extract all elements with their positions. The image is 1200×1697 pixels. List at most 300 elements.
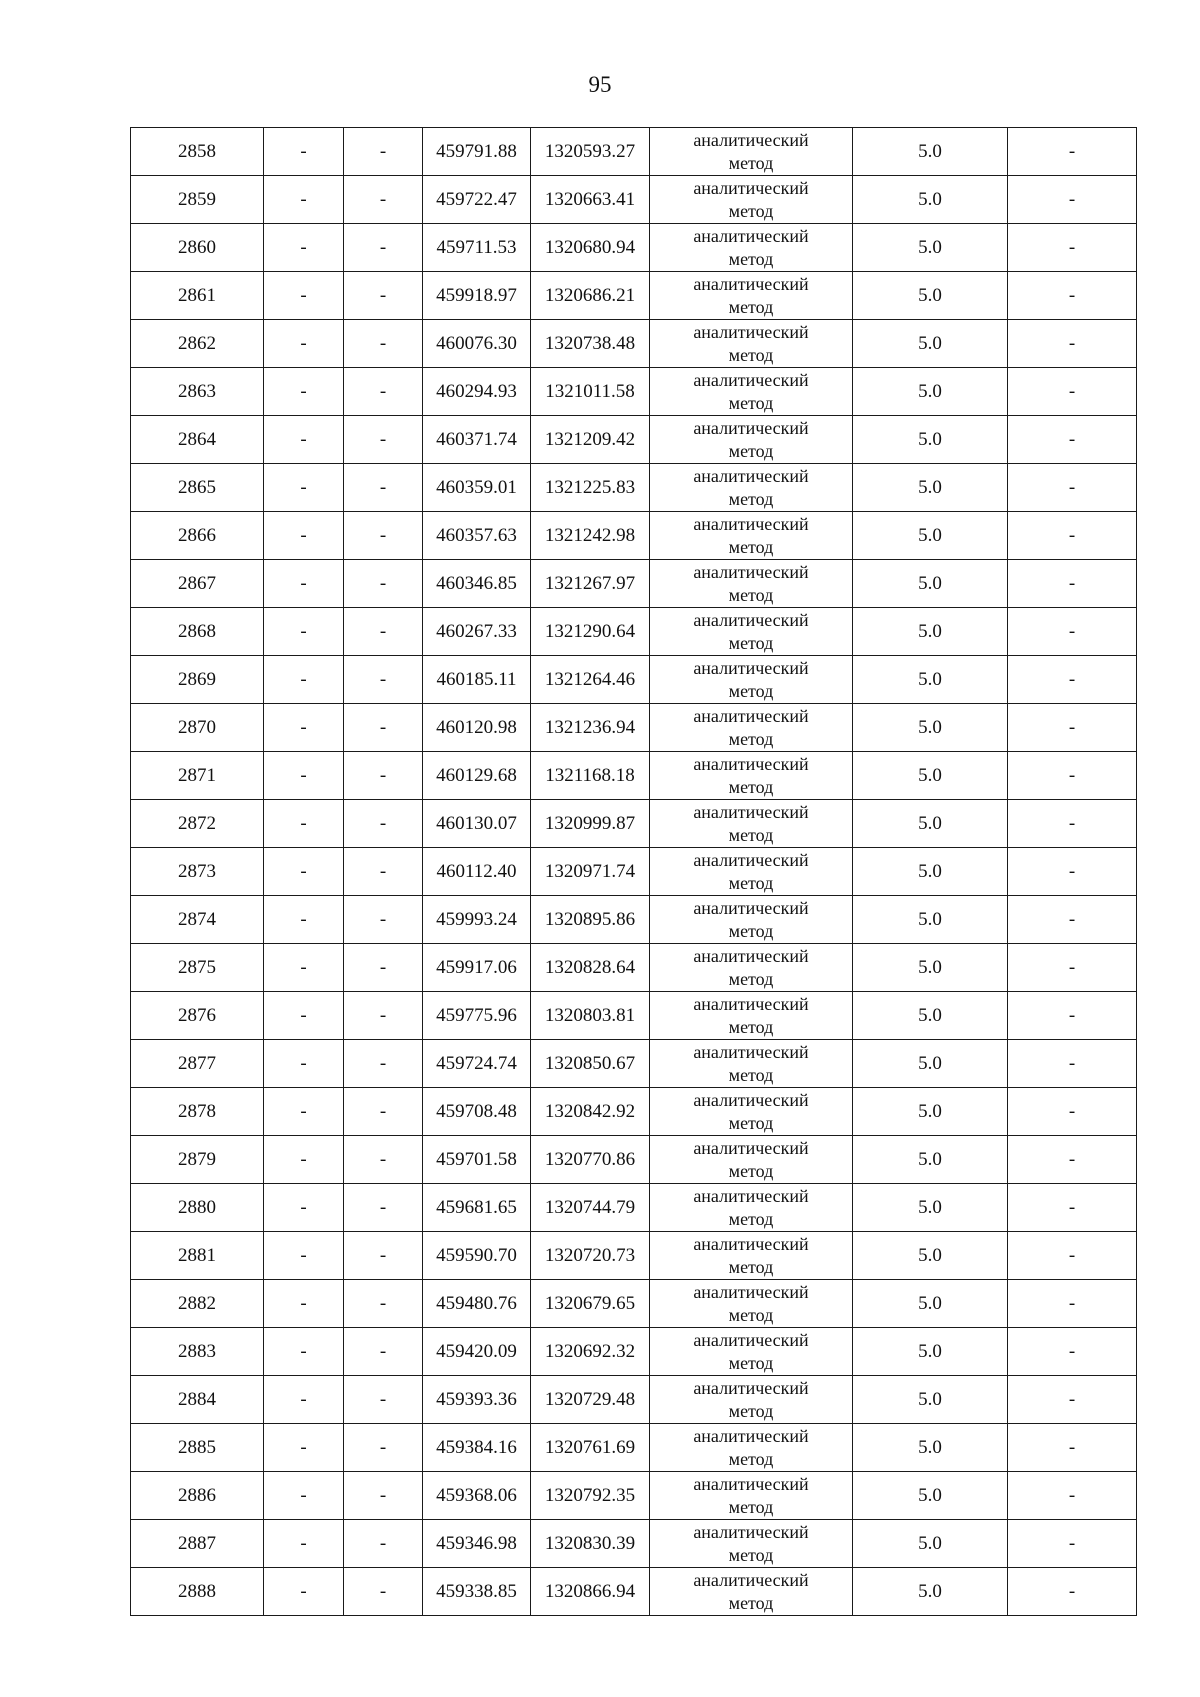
y-coordinate-cell: 1320744.79 <box>531 1184 650 1232</box>
empty-cell: - <box>344 1376 423 1424</box>
empty-cell: - <box>344 272 423 320</box>
x-coordinate-cell: 459384.16 <box>423 1424 531 1472</box>
table-body <box>131 128 1137 1616</box>
method-line-1: аналитический <box>693 417 809 438</box>
empty-cell: - <box>344 1040 423 1088</box>
method-line-1: аналитический <box>693 273 809 294</box>
empty-cell: - <box>1008 1040 1137 1088</box>
y-coordinate-cell: 1320850.67 <box>531 1040 650 1088</box>
method-cell <box>650 848 853 896</box>
empty-cell: - <box>1008 1280 1137 1328</box>
table-row <box>131 320 1137 368</box>
x-coordinate-cell: 459480.76 <box>423 1280 531 1328</box>
accuracy-cell: 5.0 <box>853 848 1008 896</box>
empty-cell: - <box>1008 1088 1137 1136</box>
accuracy-cell: 5.0 <box>853 800 1008 848</box>
empty-cell: - <box>344 656 423 704</box>
empty-cell: - <box>1008 800 1137 848</box>
y-coordinate-cell: 1321011.58 <box>531 368 650 416</box>
method-line-2: метод <box>728 200 774 221</box>
y-coordinate-cell: 1320830.39 <box>531 1520 650 1568</box>
empty-cell: - <box>1008 416 1137 464</box>
point-number-cell: 2868 <box>131 608 264 656</box>
method-line-2: метод <box>728 1112 774 1133</box>
accuracy-cell: 5.0 <box>853 656 1008 704</box>
point-number-cell: 2862 <box>131 320 264 368</box>
method-line-2: метод <box>728 584 774 605</box>
method-cell <box>650 752 853 800</box>
method-cell <box>650 224 853 272</box>
empty-cell: - <box>1008 896 1137 944</box>
accuracy-cell: 5.0 <box>853 368 1008 416</box>
method-cell <box>650 608 853 656</box>
accuracy-cell: 5.0 <box>853 1376 1008 1424</box>
point-number-cell: 2874 <box>131 896 264 944</box>
empty-cell: - <box>264 800 344 848</box>
empty-cell: - <box>1008 656 1137 704</box>
x-coordinate-cell: 460371.74 <box>423 416 531 464</box>
empty-cell: - <box>264 1088 344 1136</box>
accuracy-cell: 5.0 <box>853 1088 1008 1136</box>
method-cell <box>650 704 853 752</box>
table-row <box>131 848 1137 896</box>
accuracy-cell: 5.0 <box>853 320 1008 368</box>
empty-cell: - <box>264 1568 344 1616</box>
method-cell <box>650 800 853 848</box>
method-line-1: аналитический <box>693 849 809 870</box>
method-line-2: метод <box>728 1160 774 1181</box>
table-row <box>131 1040 1137 1088</box>
method-cell <box>650 464 853 512</box>
method-line-2: метод <box>728 344 774 365</box>
method-line-1: аналитический <box>693 993 809 1014</box>
accuracy-cell: 5.0 <box>853 1040 1008 1088</box>
method-line-1: аналитический <box>693 753 809 774</box>
empty-cell: - <box>264 848 344 896</box>
empty-cell: - <box>1008 512 1137 560</box>
empty-cell: - <box>344 512 423 560</box>
empty-cell: - <box>344 224 423 272</box>
method-line-2: метод <box>728 1352 774 1373</box>
method-line-2: метод <box>728 152 774 173</box>
empty-cell: - <box>344 176 423 224</box>
accuracy-cell: 5.0 <box>853 272 1008 320</box>
x-coordinate-cell: 459724.74 <box>423 1040 531 1088</box>
y-coordinate-cell: 1320895.86 <box>531 896 650 944</box>
point-number-cell: 2882 <box>131 1280 264 1328</box>
accuracy-cell: 5.0 <box>853 224 1008 272</box>
accuracy-cell: 5.0 <box>853 944 1008 992</box>
y-coordinate-cell: 1320593.27 <box>531 128 650 176</box>
table-row <box>131 512 1137 560</box>
x-coordinate-cell: 460185.11 <box>423 656 531 704</box>
x-coordinate-cell: 459681.65 <box>423 1184 531 1232</box>
accuracy-cell: 5.0 <box>853 128 1008 176</box>
accuracy-cell: 5.0 <box>853 464 1008 512</box>
empty-cell: - <box>264 1232 344 1280</box>
point-number-cell: 2873 <box>131 848 264 896</box>
method-line-2: метод <box>728 776 774 797</box>
empty-cell: - <box>344 464 423 512</box>
empty-cell: - <box>344 416 423 464</box>
empty-cell: - <box>264 128 344 176</box>
point-number-cell: 2878 <box>131 1088 264 1136</box>
point-number-cell: 2866 <box>131 512 264 560</box>
method-line-2: метод <box>728 728 774 749</box>
method-line-1: аналитический <box>693 321 809 342</box>
x-coordinate-cell: 459338.85 <box>423 1568 531 1616</box>
point-number-cell: 2863 <box>131 368 264 416</box>
method-line-2: метод <box>728 248 774 269</box>
method-cell <box>650 1376 853 1424</box>
x-coordinate-cell: 459917.06 <box>423 944 531 992</box>
x-coordinate-cell: 459590.70 <box>423 1232 531 1280</box>
method-cell <box>650 272 853 320</box>
empty-cell: - <box>344 992 423 1040</box>
table-row <box>131 1328 1137 1376</box>
empty-cell: - <box>1008 128 1137 176</box>
method-line-2: метод <box>728 1208 774 1229</box>
point-number-cell: 2877 <box>131 1040 264 1088</box>
accuracy-cell: 5.0 <box>853 1424 1008 1472</box>
point-number-cell: 2872 <box>131 800 264 848</box>
empty-cell: - <box>344 752 423 800</box>
method-cell <box>650 176 853 224</box>
empty-cell: - <box>344 1136 423 1184</box>
method-cell <box>650 320 853 368</box>
accuracy-cell: 5.0 <box>853 560 1008 608</box>
empty-cell: - <box>264 896 344 944</box>
method-cell <box>650 1232 853 1280</box>
accuracy-cell: 5.0 <box>853 1184 1008 1232</box>
table-row <box>131 1568 1137 1616</box>
accuracy-cell: 5.0 <box>853 1136 1008 1184</box>
empty-cell: - <box>344 704 423 752</box>
accuracy-cell: 5.0 <box>853 416 1008 464</box>
method-line-2: метод <box>728 632 774 653</box>
accuracy-cell: 5.0 <box>853 992 1008 1040</box>
table-row <box>131 944 1137 992</box>
point-number-cell: 2859 <box>131 176 264 224</box>
empty-cell: - <box>1008 464 1137 512</box>
y-coordinate-cell: 1320680.94 <box>531 224 650 272</box>
accuracy-cell: 5.0 <box>853 608 1008 656</box>
empty-cell: - <box>264 176 344 224</box>
method-line-2: метод <box>728 1256 774 1277</box>
empty-cell: - <box>1008 320 1137 368</box>
method-cell <box>650 944 853 992</box>
empty-cell: - <box>264 416 344 464</box>
x-coordinate-cell: 460359.01 <box>423 464 531 512</box>
empty-cell: - <box>264 560 344 608</box>
empty-cell: - <box>344 1328 423 1376</box>
empty-cell: - <box>264 1280 344 1328</box>
y-coordinate-cell: 1320828.64 <box>531 944 650 992</box>
x-coordinate-cell: 459708.48 <box>423 1088 531 1136</box>
empty-cell: - <box>344 800 423 848</box>
empty-cell: - <box>344 368 423 416</box>
method-line-1: аналитический <box>693 1329 809 1350</box>
y-coordinate-cell: 1320663.41 <box>531 176 650 224</box>
method-line-1: аналитический <box>693 705 809 726</box>
empty-cell: - <box>1008 1328 1137 1376</box>
y-coordinate-cell: 1320761.69 <box>531 1424 650 1472</box>
empty-cell: - <box>344 944 423 992</box>
method-cell <box>650 656 853 704</box>
method-line-1: аналитический <box>693 657 809 678</box>
table-row <box>131 752 1137 800</box>
x-coordinate-cell: 460346.85 <box>423 560 531 608</box>
accuracy-cell: 5.0 <box>853 1568 1008 1616</box>
table-row <box>131 1472 1137 1520</box>
point-number-cell: 2870 <box>131 704 264 752</box>
method-line-1: аналитический <box>693 1185 809 1206</box>
empty-cell: - <box>344 896 423 944</box>
empty-cell: - <box>1008 1568 1137 1616</box>
accuracy-cell: 5.0 <box>853 1520 1008 1568</box>
empty-cell: - <box>264 512 344 560</box>
method-line-1: аналитический <box>693 369 809 390</box>
accuracy-cell: 5.0 <box>853 1280 1008 1328</box>
empty-cell: - <box>344 848 423 896</box>
empty-cell: - <box>264 944 344 992</box>
method-line-2: метод <box>728 392 774 413</box>
point-number-cell: 2867 <box>131 560 264 608</box>
y-coordinate-cell: 1320770.86 <box>531 1136 650 1184</box>
method-line-1: аналитический <box>693 513 809 534</box>
y-coordinate-cell: 1321264.46 <box>531 656 650 704</box>
point-number-cell: 2871 <box>131 752 264 800</box>
method-line-1: аналитический <box>693 561 809 582</box>
method-line-1: аналитический <box>693 129 809 150</box>
empty-cell: - <box>344 1232 423 1280</box>
empty-cell: - <box>264 1472 344 1520</box>
table-row <box>131 560 1137 608</box>
empty-cell: - <box>344 1088 423 1136</box>
empty-cell: - <box>1008 608 1137 656</box>
method-cell <box>650 1328 853 1376</box>
method-cell <box>650 1136 853 1184</box>
table-row <box>131 656 1137 704</box>
method-cell <box>650 560 853 608</box>
method-line-1: аналитический <box>693 1041 809 1062</box>
x-coordinate-cell: 460120.98 <box>423 704 531 752</box>
empty-cell: - <box>344 1472 423 1520</box>
empty-cell: - <box>1008 992 1137 1040</box>
point-number-cell: 2887 <box>131 1520 264 1568</box>
point-number-cell: 2888 <box>131 1568 264 1616</box>
x-coordinate-cell: 459701.58 <box>423 1136 531 1184</box>
empty-cell: - <box>1008 1136 1137 1184</box>
empty-cell: - <box>1008 1424 1137 1472</box>
point-number-cell: 2885 <box>131 1424 264 1472</box>
empty-cell: - <box>264 1520 344 1568</box>
x-coordinate-cell: 459775.96 <box>423 992 531 1040</box>
point-number-cell: 2876 <box>131 992 264 1040</box>
empty-cell: - <box>1008 1184 1137 1232</box>
table-row <box>131 1088 1137 1136</box>
point-number-cell: 2858 <box>131 128 264 176</box>
method-cell <box>650 1568 853 1616</box>
empty-cell: - <box>1008 944 1137 992</box>
empty-cell: - <box>1008 752 1137 800</box>
point-number-cell: 2883 <box>131 1328 264 1376</box>
y-coordinate-cell: 1321168.18 <box>531 752 650 800</box>
point-number-cell: 2886 <box>131 1472 264 1520</box>
method-line-2: метод <box>728 1064 774 1085</box>
method-line-1: аналитический <box>693 1281 809 1302</box>
x-coordinate-cell: 459918.97 <box>423 272 531 320</box>
table-row <box>131 800 1137 848</box>
empty-cell: - <box>1008 224 1137 272</box>
method-line-2: метод <box>728 1496 774 1517</box>
x-coordinate-cell: 460076.30 <box>423 320 531 368</box>
method-line-2: метод <box>728 488 774 509</box>
x-coordinate-cell: 460129.68 <box>423 752 531 800</box>
x-coordinate-cell: 459791.88 <box>423 128 531 176</box>
point-number-cell: 2884 <box>131 1376 264 1424</box>
empty-cell: - <box>344 1280 423 1328</box>
empty-cell: - <box>264 1184 344 1232</box>
table-row <box>131 368 1137 416</box>
x-coordinate-cell: 459346.98 <box>423 1520 531 1568</box>
method-line-2: метод <box>728 920 774 941</box>
empty-cell: - <box>344 1424 423 1472</box>
method-line-1: аналитический <box>693 1425 809 1446</box>
empty-cell: - <box>264 704 344 752</box>
accuracy-cell: 5.0 <box>853 512 1008 560</box>
method-line-2: метод <box>728 536 774 557</box>
x-coordinate-cell: 459711.53 <box>423 224 531 272</box>
table-row <box>131 272 1137 320</box>
method-cell <box>650 1184 853 1232</box>
table-row <box>131 224 1137 272</box>
method-line-2: метод <box>728 1448 774 1469</box>
empty-cell: - <box>264 1040 344 1088</box>
empty-cell: - <box>1008 176 1137 224</box>
method-line-2: метод <box>728 1400 774 1421</box>
method-line-1: аналитический <box>693 801 809 822</box>
method-cell <box>650 1520 853 1568</box>
x-coordinate-cell: 459722.47 <box>423 176 531 224</box>
method-cell <box>650 128 853 176</box>
empty-cell: - <box>1008 1376 1137 1424</box>
y-coordinate-cell: 1321267.97 <box>531 560 650 608</box>
y-coordinate-cell: 1320792.35 <box>531 1472 650 1520</box>
method-line-2: метод <box>728 968 774 989</box>
empty-cell: - <box>264 464 344 512</box>
method-line-1: аналитический <box>693 465 809 486</box>
table-row <box>131 1520 1137 1568</box>
empty-cell: - <box>1008 1520 1137 1568</box>
method-cell <box>650 1280 853 1328</box>
table-row <box>131 704 1137 752</box>
empty-cell: - <box>264 752 344 800</box>
point-number-cell: 2864 <box>131 416 264 464</box>
coordinates-table <box>130 127 1137 1616</box>
method-line-2: метод <box>728 1544 774 1565</box>
table-row <box>131 608 1137 656</box>
method-line-2: метод <box>728 680 774 701</box>
y-coordinate-cell: 1321225.83 <box>531 464 650 512</box>
empty-cell: - <box>344 320 423 368</box>
method-cell <box>650 992 853 1040</box>
table-row <box>131 176 1137 224</box>
method-cell <box>650 1088 853 1136</box>
method-line-1: аналитический <box>693 177 809 198</box>
accuracy-cell: 5.0 <box>853 1472 1008 1520</box>
empty-cell: - <box>264 272 344 320</box>
method-line-2: метод <box>728 440 774 461</box>
method-cell <box>650 896 853 944</box>
method-cell <box>650 1472 853 1520</box>
empty-cell: - <box>264 1376 344 1424</box>
point-number-cell: 2869 <box>131 656 264 704</box>
point-number-cell: 2860 <box>131 224 264 272</box>
empty-cell: - <box>1008 848 1137 896</box>
y-coordinate-cell: 1320803.81 <box>531 992 650 1040</box>
x-coordinate-cell: 460130.07 <box>423 800 531 848</box>
method-line-1: аналитический <box>693 1569 809 1590</box>
point-number-cell: 2865 <box>131 464 264 512</box>
accuracy-cell: 5.0 <box>853 1232 1008 1280</box>
x-coordinate-cell: 459368.06 <box>423 1472 531 1520</box>
y-coordinate-cell: 1320729.48 <box>531 1376 650 1424</box>
method-line-2: метод <box>728 824 774 845</box>
accuracy-cell: 5.0 <box>853 704 1008 752</box>
x-coordinate-cell: 460267.33 <box>423 608 531 656</box>
point-number-cell: 2881 <box>131 1232 264 1280</box>
method-line-1: аналитический <box>693 1473 809 1494</box>
y-coordinate-cell: 1320842.92 <box>531 1088 650 1136</box>
table-row <box>131 896 1137 944</box>
empty-cell: - <box>344 1568 423 1616</box>
empty-cell: - <box>344 560 423 608</box>
method-cell <box>650 1040 853 1088</box>
method-line-1: аналитический <box>693 897 809 918</box>
method-line-1: аналитический <box>693 609 809 630</box>
table-row <box>131 1232 1137 1280</box>
empty-cell: - <box>264 992 344 1040</box>
method-line-2: метод <box>728 1304 774 1325</box>
empty-cell: - <box>344 608 423 656</box>
x-coordinate-cell: 459993.24 <box>423 896 531 944</box>
empty-cell: - <box>1008 1232 1137 1280</box>
empty-cell: - <box>344 1520 423 1568</box>
accuracy-cell: 5.0 <box>853 176 1008 224</box>
point-number-cell: 2861 <box>131 272 264 320</box>
x-coordinate-cell: 460357.63 <box>423 512 531 560</box>
empty-cell: - <box>344 1184 423 1232</box>
empty-cell: - <box>264 608 344 656</box>
accuracy-cell: 5.0 <box>853 752 1008 800</box>
empty-cell: - <box>264 1424 344 1472</box>
table-row <box>131 992 1137 1040</box>
y-coordinate-cell: 1321290.64 <box>531 608 650 656</box>
empty-cell: - <box>264 320 344 368</box>
method-line-1: аналитический <box>693 1377 809 1398</box>
accuracy-cell: 5.0 <box>853 1328 1008 1376</box>
y-coordinate-cell: 1321209.42 <box>531 416 650 464</box>
empty-cell: - <box>1008 1472 1137 1520</box>
page-number: 95 <box>588 72 612 97</box>
method-line-1: аналитический <box>693 1233 809 1254</box>
table-row <box>131 128 1137 176</box>
y-coordinate-cell: 1320679.65 <box>531 1280 650 1328</box>
y-coordinate-cell: 1320720.73 <box>531 1232 650 1280</box>
empty-cell: - <box>1008 704 1137 752</box>
method-line-1: аналитический <box>693 225 809 246</box>
